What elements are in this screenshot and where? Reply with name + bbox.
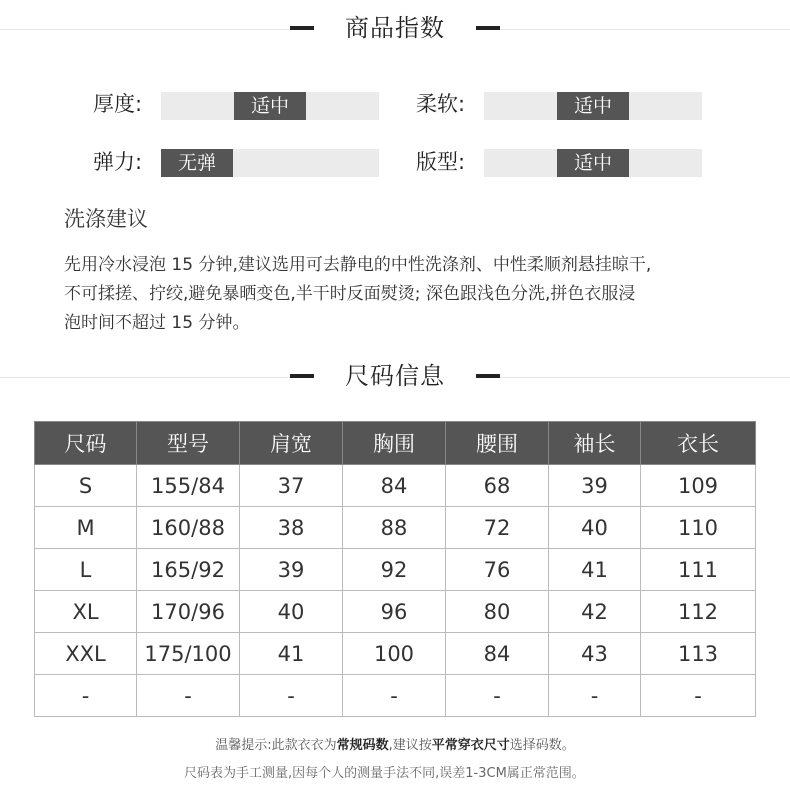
size-section-header (0, 353, 790, 393)
table-row (35, 549, 756, 591)
index-value-marker: 适中 (557, 149, 629, 177)
col-header-length: 衣长 (641, 422, 756, 465)
table-row (35, 465, 756, 507)
table-cell: 42 (549, 591, 641, 633)
tip-text: 温馨提示:此款衣衣为 (215, 738, 337, 753)
table-cell: 68 (446, 465, 549, 507)
table-cell: - (35, 675, 137, 717)
table-cell: 160/88 (137, 507, 240, 549)
table-cell: 39 (549, 465, 641, 507)
col-header-model: 型号 (137, 422, 240, 465)
wash-line: 先用冷水浸泡 15 分钟,建议选用可去静电的中性洗涤剂、中性柔顺剂悬挂晾干, (64, 255, 652, 275)
index-scale (484, 149, 702, 177)
table-cell: - (137, 675, 240, 717)
table-cell: - (549, 675, 641, 717)
tip-emphasis: 常规码数 (336, 738, 389, 753)
table-cell: 109 (641, 465, 756, 507)
table-row (35, 675, 756, 717)
wash-title: 洗涤建议 (64, 207, 148, 231)
table-cell: 40 (549, 507, 641, 549)
table-cell: 84 (343, 465, 446, 507)
title-dash-right (476, 26, 500, 30)
table-cell: M (35, 507, 137, 549)
table-cell: 88 (343, 507, 446, 549)
table-cell: 110 (641, 507, 756, 549)
tip-emphasis: 平常穿衣尺寸 (431, 738, 510, 753)
title-dash-right (476, 374, 500, 378)
size-tip (0, 736, 790, 756)
col-header-chest: 胸围 (343, 422, 446, 465)
table-cell: 100 (343, 633, 446, 675)
table-cell: 72 (446, 507, 549, 549)
tip-text: 选择码数。 (509, 738, 575, 753)
table-cell: 40 (240, 591, 343, 633)
table-cell: XL (35, 591, 137, 633)
table-cell: 76 (446, 549, 549, 591)
size-section-title: 尺码信息 (345, 362, 445, 390)
col-header-waist: 腰围 (446, 422, 549, 465)
table-cell: 112 (641, 591, 756, 633)
table-cell: - (343, 675, 446, 717)
index-label: 厚度: (93, 92, 143, 116)
measurement-note: 尺码表为手工测量,因每个人的测量手法不同,误差1-3CM属正常范围。 (184, 766, 585, 781)
table-cell: 41 (240, 633, 343, 675)
table-cell: L (35, 549, 137, 591)
wash-line: 泡时间不超过 15 分钟。 (64, 313, 250, 333)
table-header-row (35, 422, 756, 465)
divider-right (500, 377, 790, 378)
index-value-marker: 适中 (234, 92, 306, 120)
table-cell: 111 (641, 549, 756, 591)
col-header-sleeve: 袖长 (549, 422, 641, 465)
table-cell: 170/96 (137, 591, 240, 633)
table-cell: 96 (343, 591, 446, 633)
index-label: 弹力: (93, 150, 143, 174)
table-cell: 92 (343, 549, 446, 591)
index-section-header (0, 5, 790, 45)
index-value-marker: 无弹 (161, 149, 233, 177)
index-label: 柔软: (416, 92, 466, 116)
table-cell: 80 (446, 591, 549, 633)
table-cell: 84 (446, 633, 549, 675)
size-table (34, 421, 756, 717)
table-row (35, 633, 756, 675)
index-label: 版型: (416, 150, 466, 174)
index-scale (484, 92, 702, 120)
table-cell: XXL (35, 633, 137, 675)
table-cell: - (240, 675, 343, 717)
col-header-size: 尺码 (35, 422, 137, 465)
table-cell: S (35, 465, 137, 507)
tip-text: ,建议按 (388, 738, 432, 753)
table-cell: 37 (240, 465, 343, 507)
table-row (35, 507, 756, 549)
index-section-title: 商品指数 (345, 14, 445, 42)
index-value-marker: 适中 (557, 92, 629, 120)
index-scale (161, 92, 379, 120)
table-cell: 39 (240, 549, 343, 591)
table-cell: - (641, 675, 756, 717)
table-row (35, 591, 756, 633)
index-scale (161, 149, 379, 177)
divider-right (500, 29, 790, 30)
wash-instructions (64, 251, 734, 338)
table-cell: 38 (240, 507, 343, 549)
table-cell: - (446, 675, 549, 717)
table-cell: 155/84 (137, 465, 240, 507)
table-cell: 43 (549, 633, 641, 675)
table-cell: 165/92 (137, 549, 240, 591)
table-cell: 175/100 (137, 633, 240, 675)
wash-line: 不可揉搓、拧绞,避免暴晒变色,半干时反面熨烫; 深色跟浅色分洗,拼色衣服浸 (64, 284, 636, 304)
table-cell: 113 (641, 633, 756, 675)
col-header-shoulder: 肩宽 (240, 422, 343, 465)
table-cell: 41 (549, 549, 641, 591)
